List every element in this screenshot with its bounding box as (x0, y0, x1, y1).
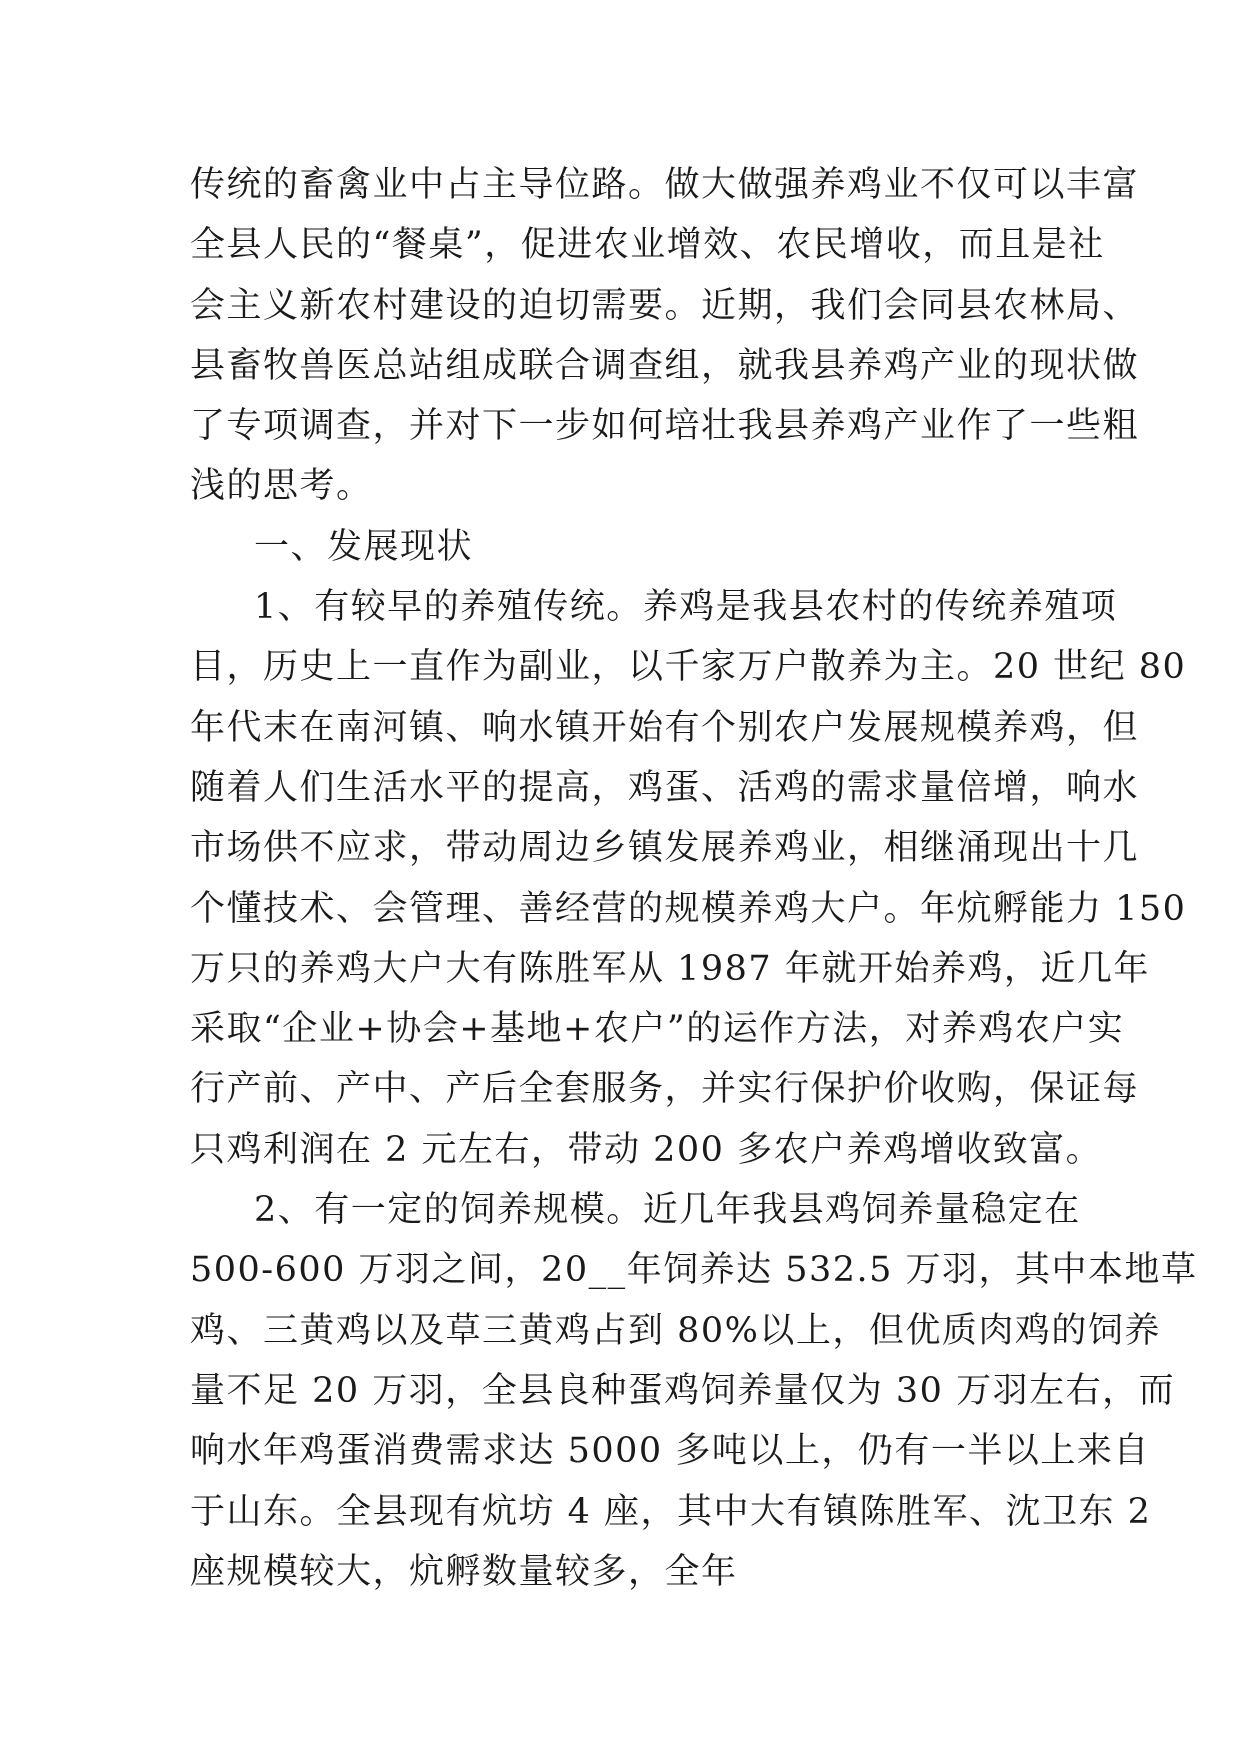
text-line: 会主义新农村建设的迫切需要。近期，我们会同县农林局、 (190, 285, 1140, 326)
text-line: 浅的思考。 (190, 466, 373, 507)
paragraph-start-line: 2、有一定的饲养规模。近几年我县鸡饲养量稳定在 (254, 1190, 1081, 1231)
text-line: 市场供不应求，带动周边乡镇发展养鸡业，相继涌现出十几 (190, 828, 1140, 869)
text-line: 全县人民的“餐桌”，促进农业增效、农民增收，而且是社 (190, 225, 1105, 266)
text-line: 于山东。全县现有炕坊 4 座，其中大有镇陈胜军、沈卫东 2 (190, 1491, 1152, 1532)
text-line: 目，历史上一直作为副业，以千家万户散养为主。20 世纪 80 (190, 647, 1187, 688)
text-line: 只鸡利润在 2 元左右，带动 200 多农户养鸡增收致富。 (190, 1129, 1103, 1170)
text-line: 个懂技术、会管理、善经营的规模养鸡大户。年炕孵能力 150 (190, 888, 1187, 929)
text-line: 响水年鸡蛋消费需求达 5000 多吨以上，仍有一半以上来自 (190, 1431, 1150, 1472)
text-line: 万只的养鸡大户大有陈胜军从 1987 年就开始养鸡，近几年 (190, 948, 1150, 989)
text-line: 鸡、三黄鸡以及草三黄鸡占到 80%以上，但优质肉鸡的饲养 (190, 1310, 1161, 1351)
document-body (190, 155, 1198, 1602)
text-line: 随着人们生活水平的提高，鸡蛋、活鸡的需求量倍增，响水 (190, 767, 1140, 808)
text-line: 座规模较大，炕孵数量较多，全年 (190, 1551, 738, 1592)
text-line: 行产前、产中、产后全套服务，并实行保护价收购，保证每 (190, 1069, 1140, 1110)
paragraph-start-line: 1、有较早的养殖传统。养鸡是我县农村的传统养殖项 (254, 587, 1118, 628)
text-line: 采取“企业+协会+基地+农户”的运作方法，对养鸡农户实 (190, 1009, 1125, 1050)
text-line: 了专项调查，并对下一步如何培壮我县养鸡产业作了一些粗 (190, 406, 1140, 447)
text-line: 量不足 20 万羽，全县良种蛋鸡饲养量仅为 30 万羽左右，而 (190, 1370, 1176, 1411)
text-line: 500-600 万羽之间，20__年饲养达 532.5 万羽，其中本地草 (190, 1250, 1198, 1291)
text-line: 县畜牧兽医总站组成联合调查组，就我县养鸡产业的现状做 (190, 345, 1140, 386)
text-line: 年代末在南河镇、响水镇开始有个别农户发展规模养鸡，但 (190, 707, 1140, 748)
text-line: 传统的畜禽业中占主导位路。做大做强养鸡业不仅可以丰富 (190, 165, 1140, 205)
paragraph-start-line: 一、发展现状 (254, 526, 474, 567)
